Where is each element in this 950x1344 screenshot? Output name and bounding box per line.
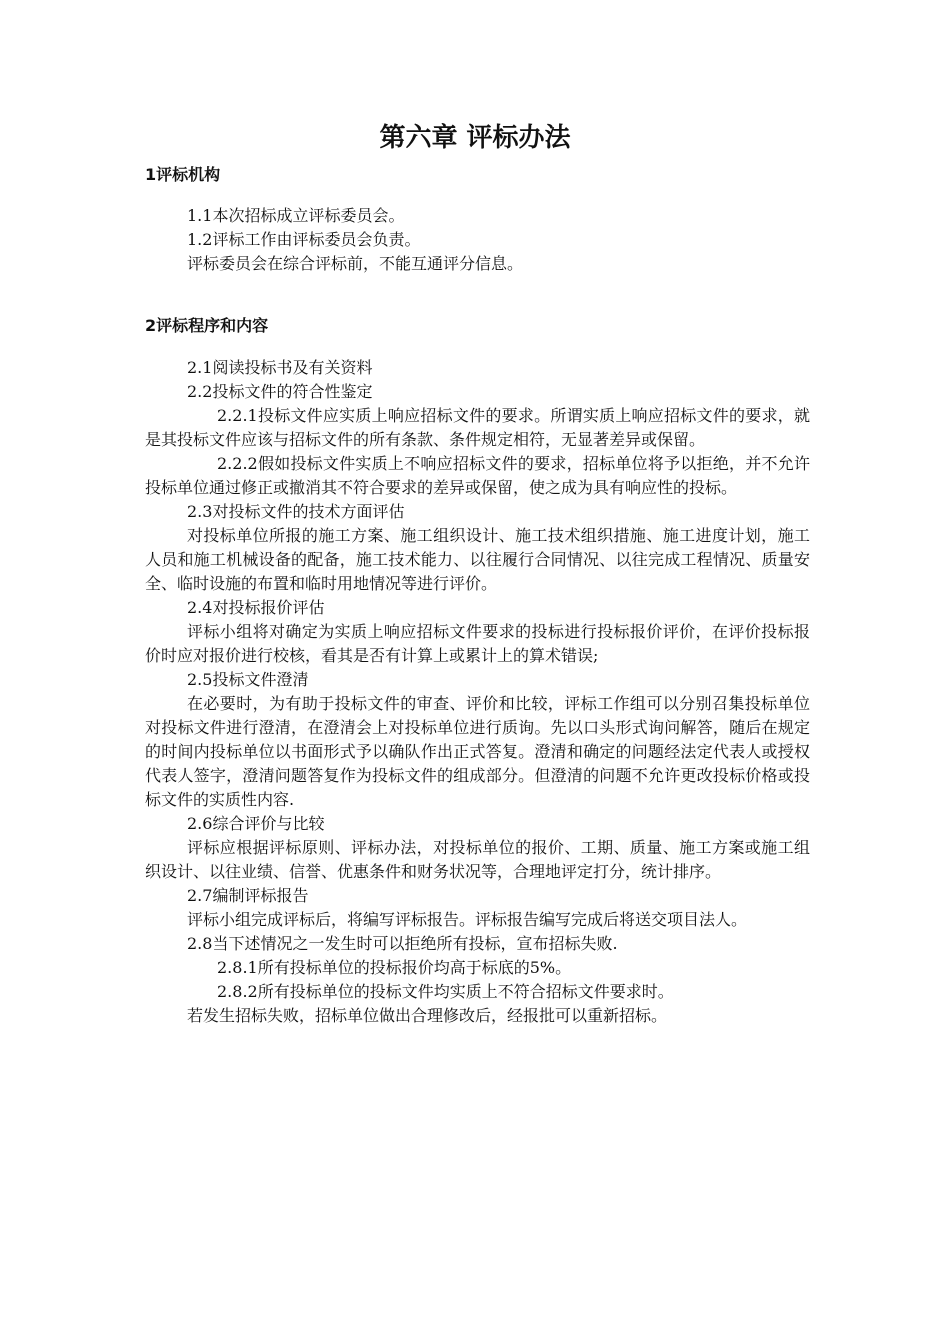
section-2-heading: 2评标程序和内容 xyxy=(145,316,269,335)
paragraph: 2.6综合评价与比较 xyxy=(187,814,325,833)
paragraph: 2.7编制评标报告 xyxy=(187,886,309,905)
paragraph: 2.8.1所有投标单位的投标报价均高于标底的5%。 xyxy=(217,958,572,977)
paragraph: 对投标单位所报的施工方案、施工组织设计、施工技术组织措施、施工进度计划，施工人员和施工机械设备的配备，施工技术能力、以往履行合同情况、以往完成工程情况、质量安全、临时设施的布置和临时用地情况等进行评价。 xyxy=(145,526,810,593)
paragraph: 若发生招标失败，招标单位做出合理修改后，经报批可以重新招标。 xyxy=(187,1006,668,1025)
paragraph: 2.2.2假如投标文件实质上不响应招标文件的要求，招标单位将予以拒绝，并不允许投标单位通过修正或撤消其不符合要求的差异或保留，使之成为具有响应性的投标。 xyxy=(145,454,810,497)
paragraph: 1.2评标工作由评标委员会负责。 xyxy=(187,230,421,249)
page-title: 第六章 评标办法 xyxy=(379,123,571,153)
paragraph: 2.8当下述情况之一发生时可以拒绝所有投标，宣布招标失败. xyxy=(187,934,618,953)
section-1-body xyxy=(145,204,810,276)
paragraph: 2.3对投标文件的技术方面评估 xyxy=(187,502,405,521)
paragraph: 2.5投标文件澄清 xyxy=(187,670,309,689)
paragraph: 评标委员会在综合评标前，不能互通评分信息。 xyxy=(187,254,524,273)
section-1-heading: 1评标机构 xyxy=(145,165,221,184)
paragraph: 2.2投标文件的符合性鉴定 xyxy=(187,382,373,401)
paragraph: 在必要时，为有助于投标文件的审查、评价和比较，评标工作组可以分别召集投标单位对投标文件进行澄清，在澄清会上对投标单位进行质询。先以口头形式询问解答，随后在规定的时间内投标单位以书面形式予以确队作出正式答复。澄清和确定的问题经法定代表人或授权代表人签字，澄清问题答复作为投标文件的组成部分。但澄清的问题不允许更改投标价格或投标文件的实质性内容. xyxy=(145,694,810,809)
paragraph: 2.8.2所有投标单位的投标文件均实质上不符合招标文件要求时。 xyxy=(217,982,674,1001)
paragraph: 2.4对投标报价评估 xyxy=(187,598,325,617)
section-2-body xyxy=(145,356,810,1028)
paragraph: 2.2.1投标文件应实质上响应招标文件的要求。所谓实质上响应招标文件的要求，就是其投标文件应该与招标文件的所有条款、条件规定相符，无显著差异或保留。 xyxy=(145,406,810,449)
paragraph: 评标应根据评标原则、评标办法，对投标单位的报价、工期、质量、施工方案或施工组织设计、以往业绩、信誉、优惠条件和财务状况等，合理地评定打分，统计排序。 xyxy=(145,838,810,881)
paragraph: 评标小组将对确定为实质上响应招标文件要求的投标进行投标报价评价，在评价投标报价时应对报价进行校核，看其是否有计算上或累计上的算术错误; xyxy=(145,622,810,665)
paragraph: 评标小组完成评标后，将编写评标报告。评标报告编写完成后将送交项目法人。 xyxy=(187,910,748,929)
paragraph: 1.1本次招标成立评标委员会。 xyxy=(187,206,405,225)
paragraph: 2.1阅读投标书及有关资料 xyxy=(187,358,373,377)
